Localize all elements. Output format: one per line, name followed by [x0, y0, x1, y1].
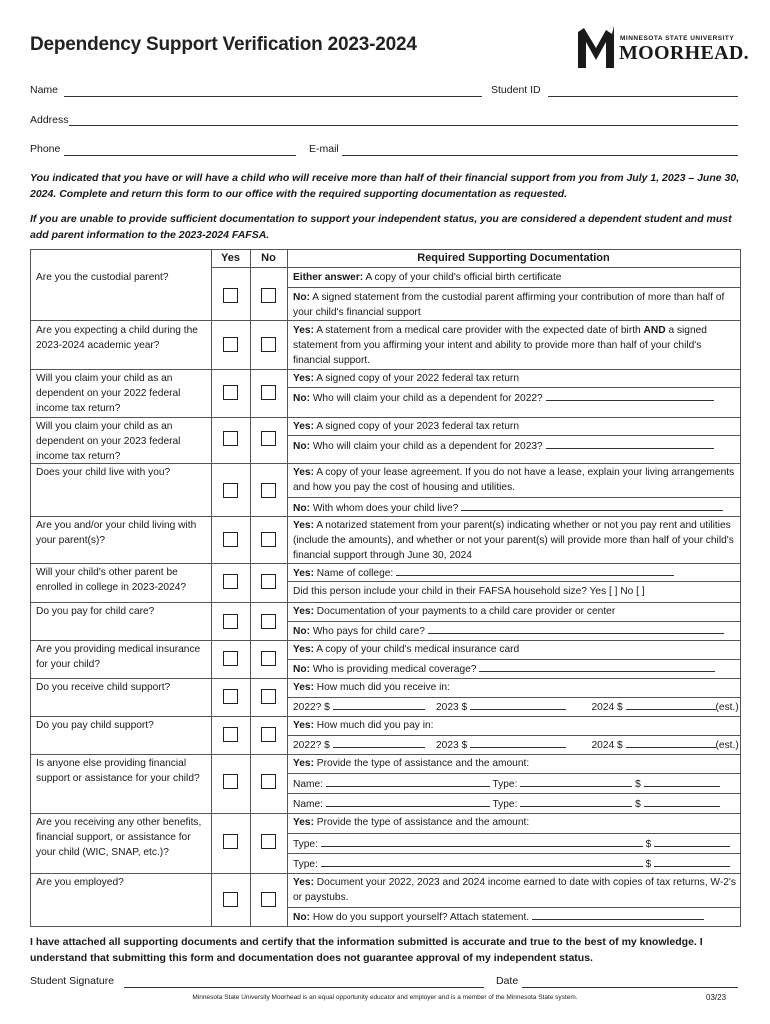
- question-receive-child-support: Do you receive child support?: [36, 682, 171, 693]
- benefit-entry-2: Type: $: [293, 856, 736, 872]
- moorhead-m-icon: [576, 26, 618, 70]
- col-no-header: No: [261, 252, 276, 264]
- instruction-paragraph-1: You indicated that you have or will have a child who will receive more than half of their financial support from you from July 1, 2023 – June 30, 2024. Complete and return this form to our office with the required supporting documentation as requested.: [30, 172, 740, 200]
- benefit-entry-1: Type: $: [293, 836, 736, 852]
- instruction-paragraph-2: If you are unable to provide sufficient documentation to support your independent status, you are considered a dependent student and must add parent information to the 2023-2024 FAFSA.: [30, 213, 732, 241]
- question-medical-insurance: Are you providing medical insurance for your child?: [36, 644, 201, 670]
- footer-statement: Minnesota State University Moorhead is an equal opportunity educator and employer and is a member of the Minnesota State system.: [192, 994, 578, 1001]
- question-other-parent-college: Will your child's other parent be enrolled in college in 2023-2024?: [36, 567, 187, 593]
- doc-text: No: Who will claim your child as a dependent for 2022?: [293, 390, 736, 406]
- doc-text: Yes: A copy of your lease agreement. If you do not have a lease, explain your living arrangements and how you pay the cost of housing and utilities.: [293, 467, 735, 493]
- date-field[interactable]: [522, 987, 738, 988]
- no-checkbox[interactable]: [261, 892, 276, 907]
- certification-statement: I have attached all supporting documents and certify that the information submitted is accurate and true to the best of my knowledge. I understand that submitting this form and documentation does not guarantee approval of my independent status.: [30, 936, 703, 964]
- yes-checkbox[interactable]: [223, 574, 238, 589]
- no-checkbox[interactable]: [261, 337, 276, 352]
- doc-text: Yes: A statement from a medical care provider with the expected date of birth AND a signed statement from you affirming your intent and ability to provide more than half of your child's financial support.: [293, 325, 707, 366]
- no-checkbox[interactable]: [261, 834, 276, 849]
- no-checkbox[interactable]: [261, 689, 276, 704]
- no-checkbox[interactable]: [261, 727, 276, 742]
- no-checkbox[interactable]: [261, 614, 276, 629]
- yes-checkbox[interactable]: [223, 431, 238, 446]
- question-expecting-child: Are you expecting a child during the 2023-2024 academic year?: [36, 325, 198, 351]
- no-checkbox[interactable]: [261, 385, 276, 400]
- student-id-field[interactable]: [548, 96, 738, 97]
- logo-moorhead-line: MOORHEAD.: [619, 42, 749, 64]
- doc-text: Yes: Provide the type of assistance and the amount:: [293, 817, 530, 828]
- assistance-entry-1: Name: Type: $: [293, 776, 736, 792]
- question-child-lives-with-you: Does your child live with you?: [36, 467, 171, 478]
- no-checkbox[interactable]: [261, 651, 276, 666]
- doc-text: No: Who pays for child care?: [293, 623, 736, 639]
- doc-text: Did this person include your child in their FAFSA household size? Yes [ ] No [ ]: [293, 586, 645, 597]
- question-employed: Are you employed?: [36, 877, 124, 888]
- university-logo: [576, 26, 749, 72]
- doc-text: No: A signed statement from the custodial parent affirming your contribution of more than half of your child's financial support: [293, 292, 725, 318]
- doc-text: No: Who is providing medical coverage?: [293, 661, 736, 677]
- verification-table: [30, 249, 741, 927]
- doc-text: Yes: A signed copy of your 2023 federal tax return: [293, 421, 519, 432]
- yes-checkbox[interactable]: [223, 727, 238, 742]
- no-checkbox[interactable]: [261, 574, 276, 589]
- question-pay-child-care: Do you pay for child care?: [36, 606, 155, 617]
- question-custodial-parent: Are you the custodial parent?: [36, 272, 169, 283]
- no-checkbox[interactable]: [261, 431, 276, 446]
- logo-university-line: MINNESOTA STATE UNIVERSITY: [620, 35, 735, 42]
- yes-checkbox[interactable]: [223, 337, 238, 352]
- no-checkbox[interactable]: [261, 532, 276, 547]
- doc-text: Yes: A copy of your child's medical insurance card: [293, 644, 520, 655]
- yes-checkbox[interactable]: [223, 614, 238, 629]
- email-field[interactable]: [342, 155, 738, 156]
- revision-date: 03/23: [706, 993, 727, 1002]
- assistance-entry-2: Name: Type: $: [293, 796, 736, 812]
- col-yes-header: Yes: [221, 252, 240, 264]
- student-signature-field[interactable]: [124, 987, 484, 988]
- date-label: Date: [496, 975, 519, 987]
- doc-text: No: Who will claim your child as a dependent for 2023?: [293, 438, 736, 454]
- question-living-with-parents: Are you and/or your child living with your parent(s)?: [36, 520, 197, 546]
- yes-checkbox[interactable]: [223, 689, 238, 704]
- question-other-financial-support: Is anyone else providing financial support or assistance for your child?: [36, 758, 200, 784]
- yes-checkbox[interactable]: [223, 288, 238, 303]
- doc-text: Yes: Provide the type of assistance and the amount:: [293, 758, 530, 769]
- yes-checkbox[interactable]: [223, 834, 238, 849]
- doc-text: Yes: Name of college:: [293, 565, 736, 581]
- doc-text: Yes: Documentation of your payments to a child care provider or center: [293, 606, 616, 617]
- address-label: Address: [30, 114, 69, 126]
- doc-text: Yes: A signed copy of your 2022 federal tax return: [293, 373, 519, 384]
- child-support-paid-amounts: 2022? $ 2023 $ 2024 $ (est.): [293, 737, 736, 753]
- doc-text: Either answer: A copy of your child's official birth certificate: [293, 272, 562, 283]
- page-title: Dependency Support Verification 2023-2024: [30, 34, 417, 55]
- yes-checkbox[interactable]: [223, 483, 238, 498]
- child-support-received-amounts: 2022? $ 2023 $ 2024 $ (est.): [293, 699, 736, 715]
- question-other-benefits: Are you receiving any other benefits, financial support, or assistance for your child (WIC, SNAP, etc.)?: [36, 817, 202, 858]
- doc-text: Yes: A notarized statement from your parent(s) indicating whether or not you pay rent and utilities (include the amounts), and whether or not your parent(s) will provide more than half of your child's financial support through June 30, 2024: [293, 520, 734, 561]
- col-docs-header: Required Supporting Documentation: [417, 252, 610, 264]
- no-checkbox[interactable]: [261, 483, 276, 498]
- yes-checkbox[interactable]: [223, 774, 238, 789]
- name-field[interactable]: [64, 96, 482, 97]
- yes-checkbox[interactable]: [223, 892, 238, 907]
- question-claim-2022: Will you claim your child as an dependent on your 2022 federal income tax return?: [36, 373, 181, 414]
- doc-text: No: With whom does your child live?: [293, 500, 736, 516]
- phone-field[interactable]: [64, 155, 296, 156]
- question-pay-child-support: Do you pay child support?: [36, 720, 154, 731]
- yes-checkbox[interactable]: [223, 651, 238, 666]
- doc-text: Yes: Document your 2022, 2023 and 2024 income earned to date with copies of tax returns, W-2's or paystubs.: [293, 877, 736, 903]
- question-claim-2023: Will you claim your child as an dependent on your 2023 federal income tax return?: [36, 421, 181, 462]
- email-label: E-mail: [309, 143, 339, 155]
- phone-label: Phone: [30, 143, 61, 155]
- address-field[interactable]: [69, 125, 738, 126]
- doc-text: Yes: How much did you receive in:: [293, 682, 450, 693]
- doc-text: Yes: How much did you pay in:: [293, 720, 434, 731]
- name-label: Name: [30, 84, 59, 96]
- student-signature-label: Student Signature: [30, 975, 115, 987]
- no-checkbox[interactable]: [261, 288, 276, 303]
- no-checkbox[interactable]: [261, 774, 276, 789]
- student-id-label: Student ID: [491, 84, 541, 96]
- yes-checkbox[interactable]: [223, 532, 238, 547]
- doc-text: No: How do you support yourself? Attach statement.: [293, 909, 736, 925]
- yes-checkbox[interactable]: [223, 385, 238, 400]
